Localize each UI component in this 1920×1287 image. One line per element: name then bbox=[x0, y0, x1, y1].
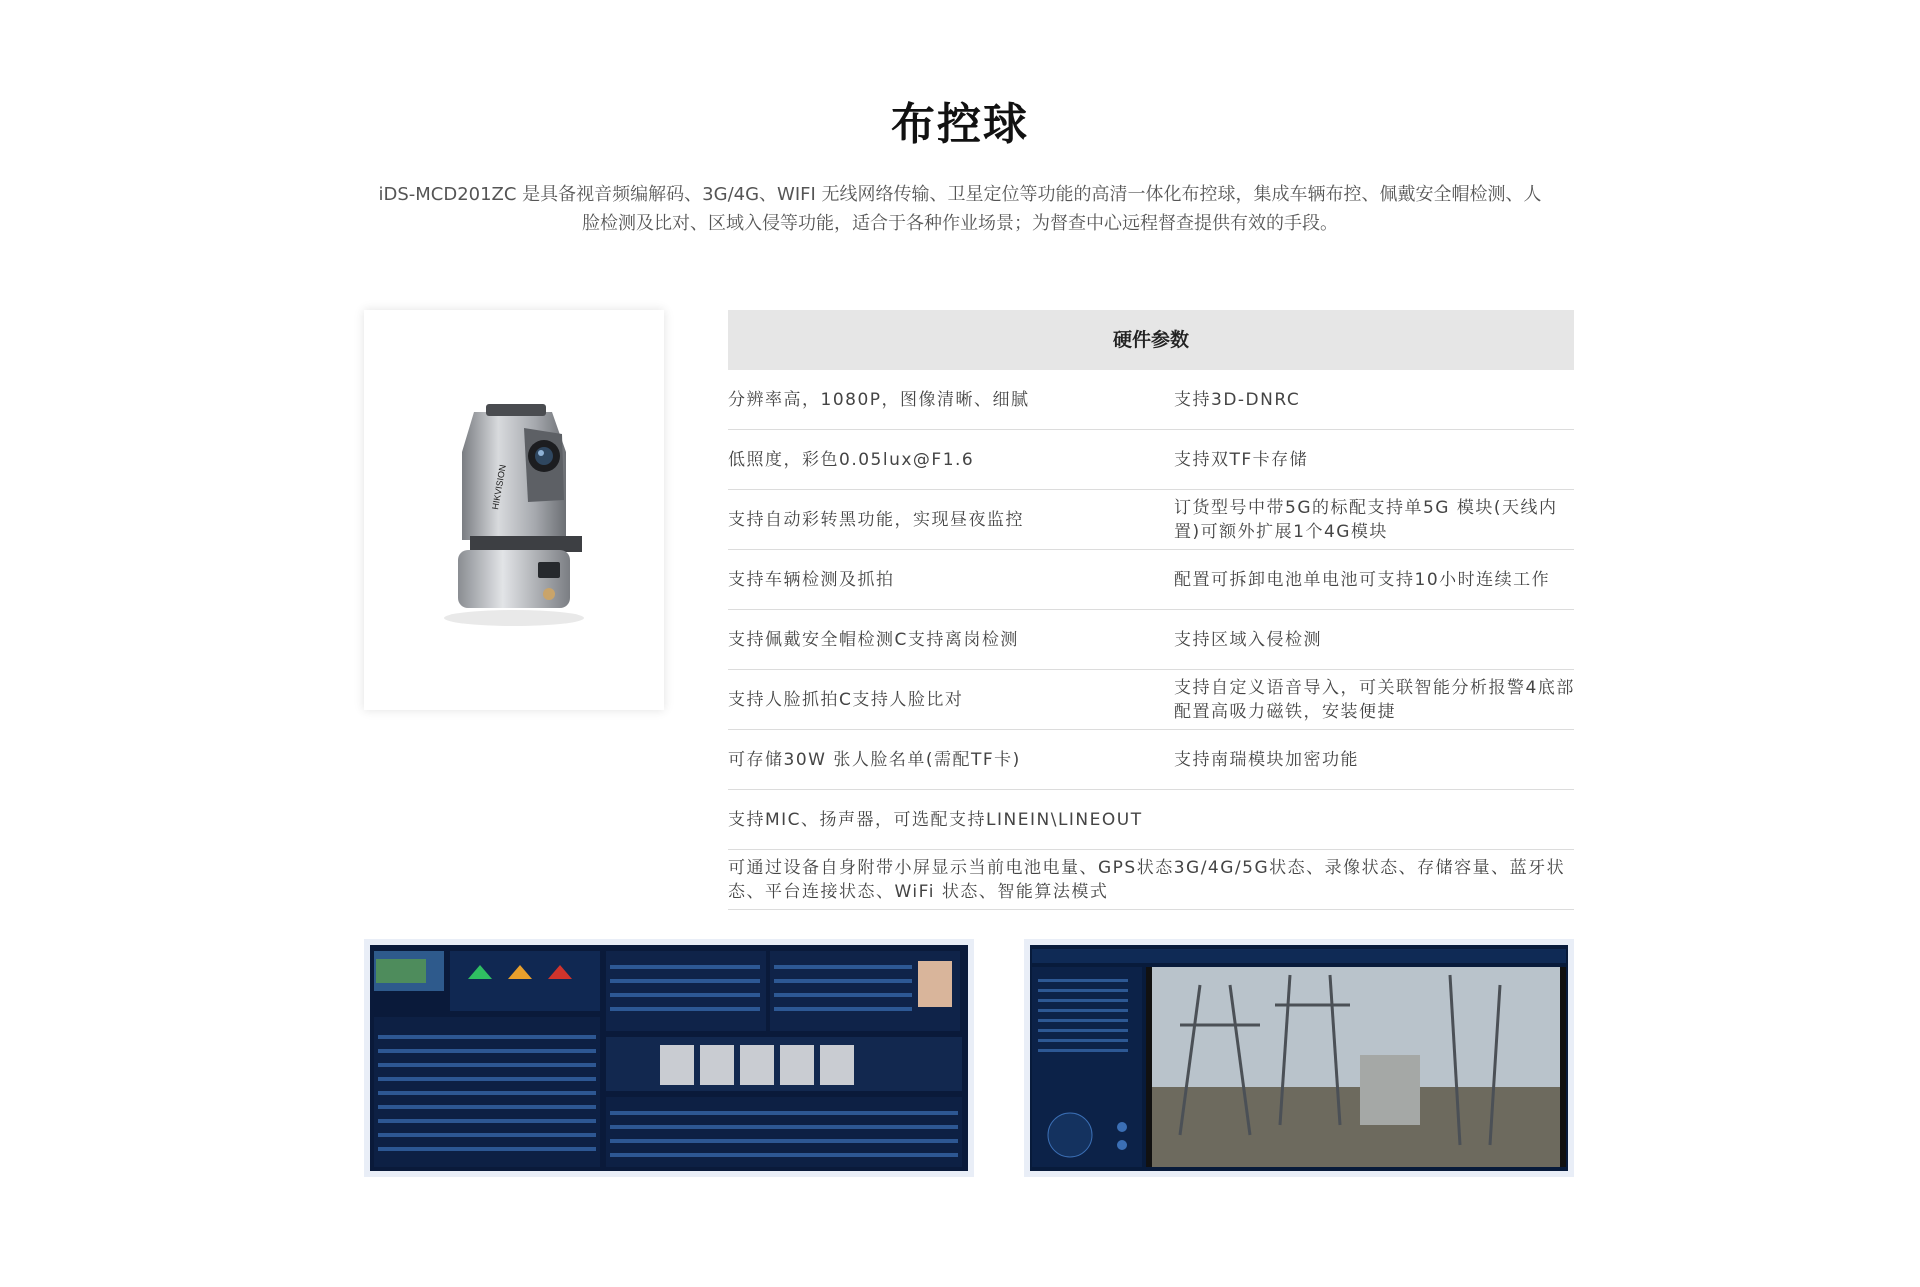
spec-cell-left: 支持人脸抓拍C支持人脸比对 bbox=[728, 689, 964, 710]
video-monitoring-screenshot bbox=[1024, 939, 1574, 1177]
spec-row bbox=[728, 550, 1574, 610]
spec-cell-full: 支持MIC、扬声器，可选配支持LINEIN\LINEOUT bbox=[728, 809, 1143, 830]
spec-cell-right: 支持双TF卡存储 bbox=[1174, 449, 1309, 470]
spec-row bbox=[728, 490, 1574, 550]
spec-cell-left: 低照度，彩色0.05lux@F1.6 bbox=[728, 449, 975, 470]
dashboard-image bbox=[370, 945, 968, 1171]
spec-cell-right: 配置可拆卸电池单电池可支持10小时连续工作 bbox=[1174, 569, 1551, 590]
product-intro: iDS-MCD201ZC 是具备视音频编解码、3G/4G、WIFI 无线网络传输、卫星定位等功能的高清一体化布控球，集成车辆布控、佩戴安全帽检测、人脸检测及比对、区域入侵等功能，适合于各种作业场景；为督查中心远程督查提供有效的手段。 bbox=[378, 184, 1542, 234]
spec-cell-right: 支持自定义语音导入，可关联智能分析报警4底部配置高吸力磁铁，安装便捷 bbox=[1174, 677, 1575, 722]
spec-row bbox=[728, 850, 1574, 910]
spec-cell-left: 分辨率高，1080P，图像清晰、细腻 bbox=[728, 389, 1030, 410]
spec-row bbox=[728, 430, 1574, 490]
spec-cell-right: 支持南瑞模块加密功能 bbox=[1174, 749, 1359, 770]
monitoring-image bbox=[1030, 945, 1568, 1171]
spec-row bbox=[728, 790, 1574, 850]
spec-cell-left: 可存储30W 张人脸名单(需配TF卡) bbox=[728, 749, 1021, 770]
platform-dashboard-screenshot bbox=[364, 939, 974, 1177]
page-title: 布控球 bbox=[891, 99, 1029, 150]
spec-cell-left: 支持自动彩转黑功能，实现昼夜监控 bbox=[728, 509, 1024, 530]
spec-cell-right: 支持3D-DNRC bbox=[1174, 389, 1301, 410]
brand-logo: HIKVISION bbox=[490, 463, 508, 511]
spec-cell-full: 可通过设备自身附带小屏显示当前电池电量、GPS状态3G/4G/5G状态、录像状态、存储容量、蓝牙状态、平台连接状态、WiFi 状态、智能算法模式 bbox=[728, 857, 1566, 902]
spec-cell-left: 支持车辆检测及抓拍 bbox=[728, 569, 895, 590]
hardware-spec-table bbox=[728, 310, 1574, 910]
dome-camera-image bbox=[434, 390, 594, 630]
spec-row bbox=[728, 670, 1574, 730]
spec-cell-right: 订货型号中带5G的标配支持单5G 模块(天线内置)可额外扩展1个4G模块 bbox=[1174, 497, 1558, 542]
spec-cell-left: 支持佩戴安全帽检测C支持离岗检测 bbox=[728, 629, 1019, 650]
spec-row bbox=[728, 730, 1574, 790]
spec-table-header: 硬件参数 bbox=[728, 310, 1574, 370]
spec-row bbox=[728, 610, 1574, 670]
spec-row bbox=[728, 370, 1574, 430]
product-image-card bbox=[364, 310, 664, 710]
spec-cell-right: 支持区域入侵检测 bbox=[1174, 629, 1322, 650]
